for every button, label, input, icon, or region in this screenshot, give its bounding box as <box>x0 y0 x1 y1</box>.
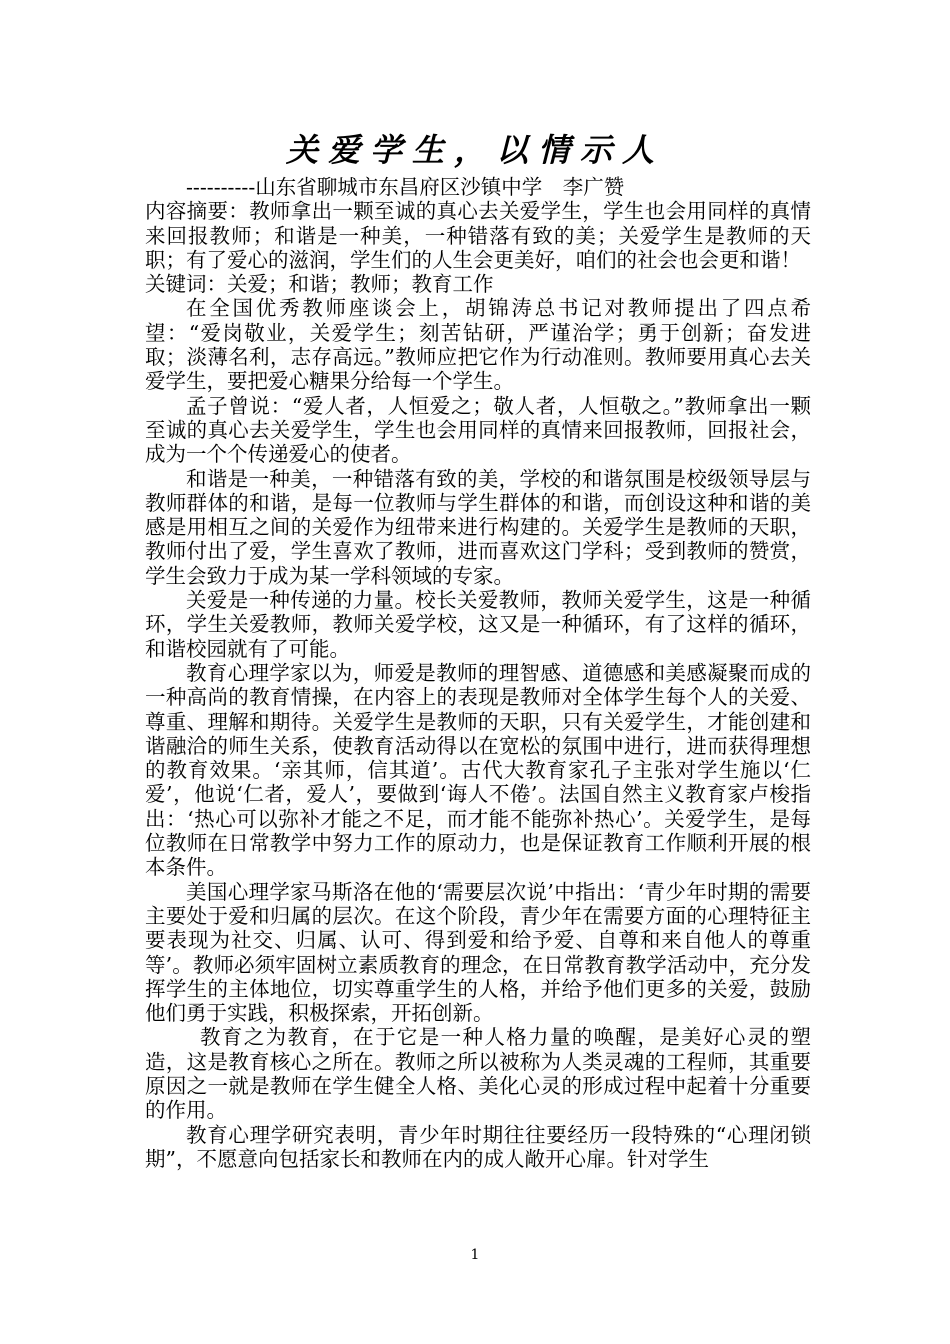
abstract-paragraph: 内容摘要：教师拿出一颗至诚的真心去关爱学生，学生也会用同样的真情来回报教师；和谐是一种美，一种错落有致的美；关爱学生是教师的天职；有了爱心的滋润，学生们的人生会更美好，咱们的社会也会更和谐！ <box>145 199 811 272</box>
keywords-line: 关键词：关爱；和谐；教师；教育工作 <box>145 272 494 297</box>
body-paragraph: 和谐是一种美，一种错落有致的美，学校的和谐氛围是校级领导层与教师群体的和谐，是每一位教师与学生群体的和谐，而创设这种和谐的美感是用相互之间的关爱作为纽带来进行构建的。关爱学生是教师的天职，教师付出了爱，学生喜欢了教师，进而喜欢这门学科；受到教师的赞赏，学生会致力于成为某一学科领域的专家。 <box>145 466 811 588</box>
page-number: 1 <box>470 1247 480 1263</box>
document-body <box>145 175 811 1171</box>
page-title: 关爱学生，以情示人 <box>285 131 664 169</box>
body-paragraph: 关爱是一种传递的力量。校长关爱教师，教师关爱学生，这是一种循环，学生关爱教师，教师关爱学校，这又是一种循环，有了这样的循环，和谐校园就有了可能。 <box>145 588 811 661</box>
body-paragraph: 教育之为教育，在于它是一种人格力量的唤醒，是美好心灵的塑造，这是教育核心之所在。教师之所以被称为人类灵魂的工程师，其重要原因之一就是教师在学生健全人格、美化心灵的形成过程中起着十分重要的作用。 <box>145 1025 811 1123</box>
body-paragraph: 教育心理学研究表明，青少年时期往往要经历一段特殊的“心理闭锁期”，不愿意向包括家长和教师在内的成人敞开心扉。针对学生 <box>145 1122 811 1171</box>
body-paragraph: 孟子曾说：“爱人者，人恒爱之；敬人者，人恒敬之。”教师拿出一颗至诚的真心去关爱学生，学生也会用同样的真情来回报教师，回报社会，成为一个个传递爱心的使者。 <box>145 393 811 467</box>
body-paragraph: 美国心理学家马斯洛在他的‘需要层次说’中指出：‘青少年时期的需要主要处于爱和归属的层次。在这个阶段，青少年在需要方面的心理特征主要表现为社交、归属、认可、得到爱和给予爱、自尊和来自他人的尊重等’。教师必须牢固树立素质教育的理念，在日常教育教学活动中，充分发挥学生的主体地位，切实尊重学生的人格，并给予他们更多的关爱，鼓励他们勇于实践，积极探索，开拓创新。 <box>145 879 811 1026</box>
body-paragraph: 在全国优秀教师座谈会上，胡锦涛总书记对教师提出了四点希望：“爱岗敬业，关爱学生；刻苦钻研，严谨治学；勇于创新；奋发进取；淡薄名利，志存高远。”教师应把它作为行动准则。教师要用真心去关爱学生，要把爱心糖果分给每一个学生。 <box>145 296 811 394</box>
body-paragraph: 教育心理学家以为，师爱是教师的理智感、道德感和美感凝聚而成的一种高尚的教育情操，在内容上的表现是教师对全体学生每个人的关爱、尊重、理解和期待。关爱学生是教师的天职，只有关爱学生，才能创建和谐融洽的师生关系，使教育活动得以在宽松的氛围中进行，进而获得理想的教育效果。‘亲其师，信其道’。古代大教育家孔子主张对学生施以‘仁爱’，他说‘仁者，爱人’，要做到‘诲人不倦’。法国自然主义教育家卢梭指出：‘热心可以弥补才能之不足，而才能不能弥补热心’。关爱学生，是每位教师在日常教学中努力工作的原动力，也是保证教育工作顺利开展的根本条件。 <box>145 660 811 880</box>
author-line: ----------山东省聊城市东昌府区沙镇中学 李广赞 <box>186 175 625 199</box>
